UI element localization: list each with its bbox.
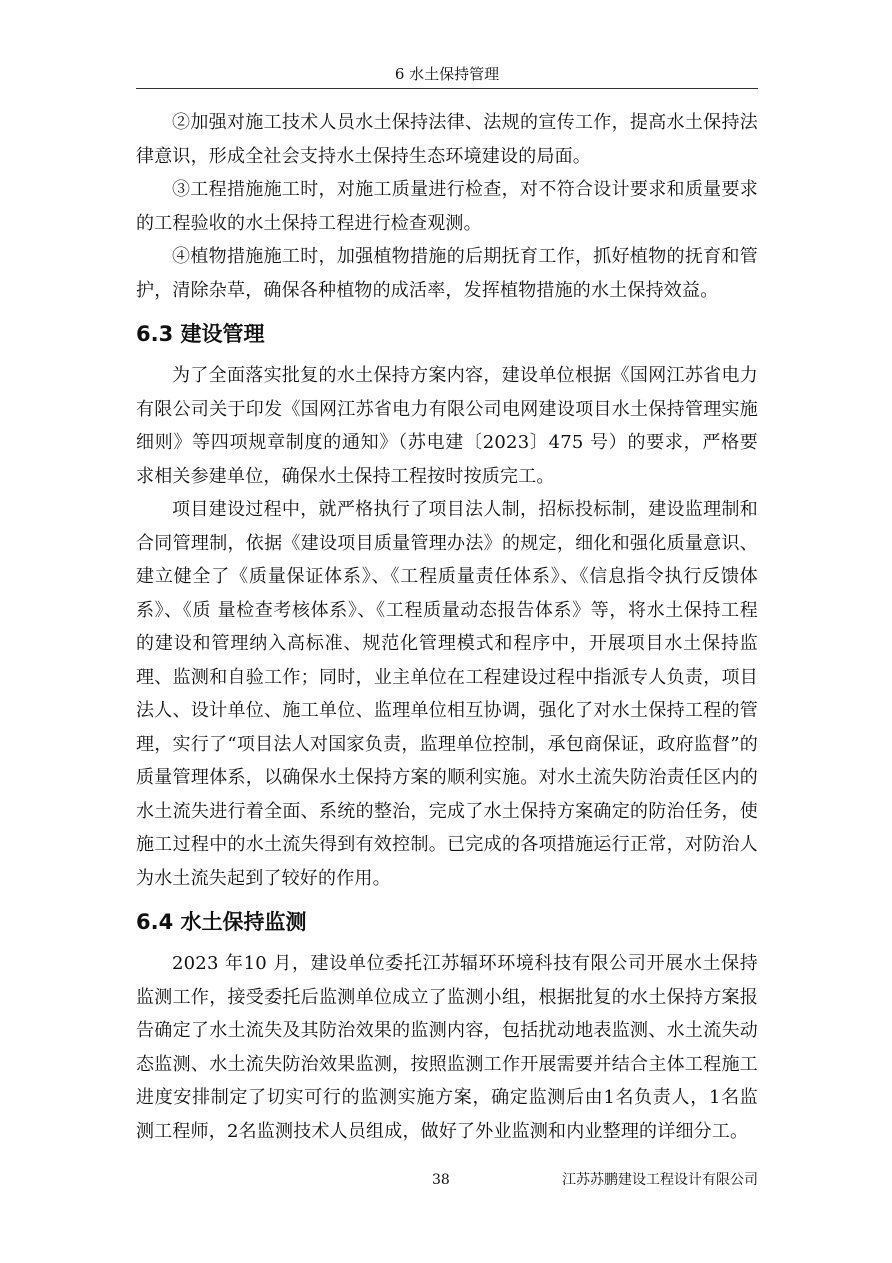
running-header: 6 水土保持管理: [394, 65, 500, 83]
section-heading-6-3: 6.3 建设管理: [136, 322, 265, 346]
list-item: ④植物措施施工时，加强植物措施的后期抚育工作，抓好植物的抚育和管护，清除杂草，确保各种植物的成活率，发挥植物措施的水土保持效益。: [136, 246, 758, 301]
header-rule: [136, 88, 758, 89]
section-heading-6-4: 6.4 水土保持监测: [136, 910, 307, 934]
page-footer: [136, 1170, 758, 1190]
paragraph: 项目建设过程中，就严格执行了项目法人制，招标投标制，建设监理制和合同管理制，依据《建设项目质量管理办法》的规定，细化和强化质量意识、建立健全了《质量保证体系》、《工程质量责任体系》、《信息指令执行反馈体系》、《质 量检查考核体系》、《工程质量动态报告体系》等，将水土保持工程的建设和管理纳入高标准、规范化管理模式和程序中，开展项目水土保持监理、监测和自验工作；同时，业主单位在工程建设过程中指派专人负责，项目法人、设计单位、施工单位、监理单位相互协调，强化了对水土保持工程的管理，实行了“项目法人对国家负责，监理单位控制，承包商保证，政府监督”的质量管理体系，以确保水土保持方案的顺利实施。对水土流失防治责任区内的水土流失进行着全面、系统的整治，完成了水土保持方案确定的防治任务，使施工过程中的水土流失得到有效控制。已完成的各项措施运行正常，对防治人为水土流失起到了较好的作用。: [136, 499, 758, 889]
page-number: 38: [432, 1172, 450, 1188]
list-item: ②加强对施工技术人员水土保持法律、法规的宣传工作，提高水土保持法律意识，形成全社会支持水土保持生态环境建设的局面。: [136, 112, 758, 167]
page-body: [136, 106, 758, 1148]
list-item: ③工程措施施工时，对施工质量进行检查，对不符合设计要求和质量要求的工程验收的水土保持工程进行检查观测。: [136, 179, 758, 234]
paragraph: 2023 年10 月，建设单位委托江苏辐环环境科技有限公司开展水土保持监测工作，接受委托后监测单位成立了监测小组，根据批复的水土保持方案报告确定了水土流失及其防治效果的监测内容，包括扰动地表监测、水土流失动态监测、水土流失防治效果监测，按照监测工作开展需要并结合主体工程施工进度安排制定了切实可行的监测实施方案，确定监测后由1名负责人，1名监测工程师，2名监测技术人员组成，做好了外业监测和内业整理的详细分工。: [136, 953, 758, 1142]
company-name: 江苏苏鹏建设工程设计有限公司: [562, 1172, 758, 1188]
paragraph: 为了全面落实批复的水土保持方案内容，建设单位根据《国网江苏省电力有限公司关于印发《国网江苏省电力有限公司电网建设项目水土保持管理实施细则》等四项规章制度的通知》（苏电建〔2023〕475 号）的要求，严格要求相关参建单位，确保水土保持工程按时按质完工。: [136, 365, 758, 487]
